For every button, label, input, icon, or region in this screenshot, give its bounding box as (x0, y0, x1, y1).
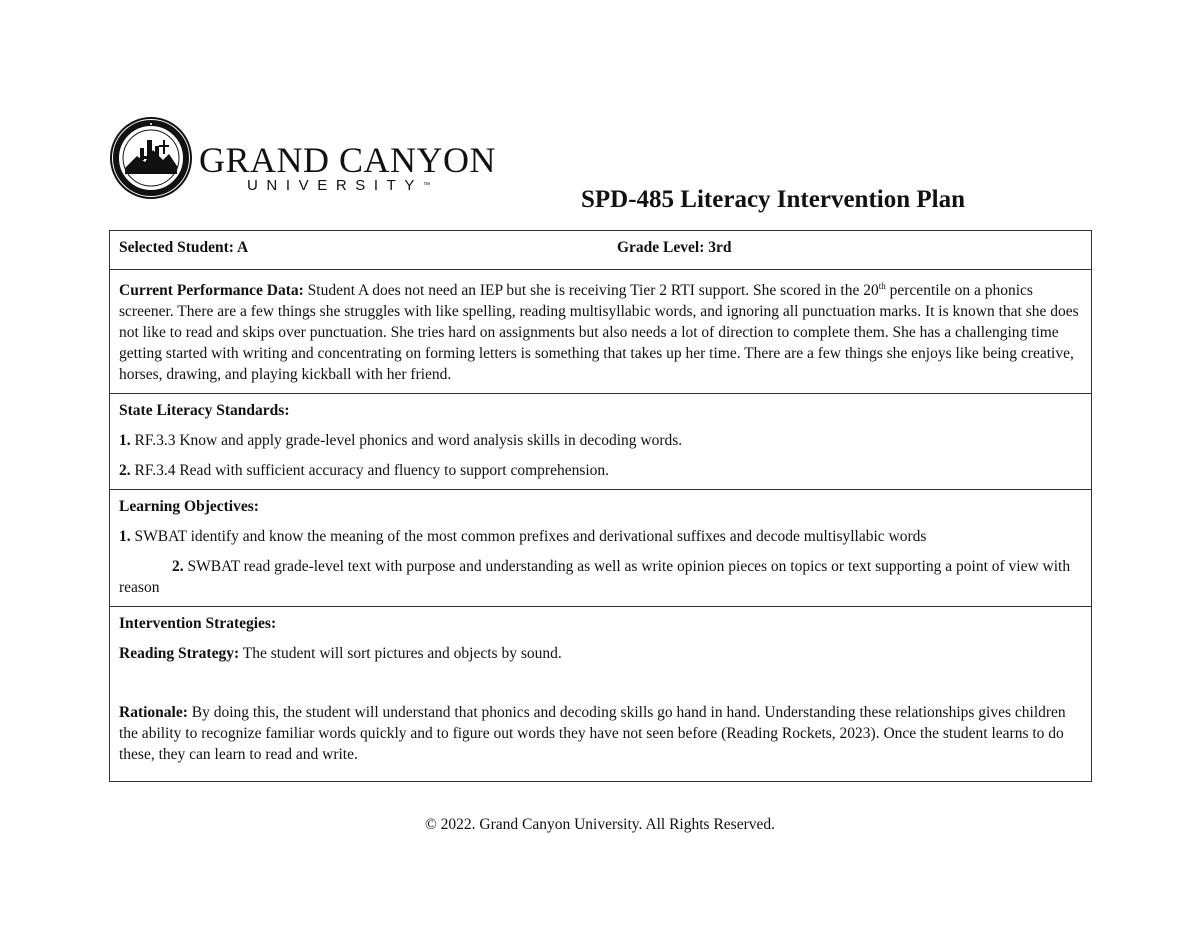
standard-number: 2. (119, 462, 131, 480)
page-title: SPD-485 Literacy Intervention Plan (581, 186, 965, 213)
grade-level-value: 3rd (708, 239, 732, 256)
performance-label: Current Performance Data: (119, 282, 304, 300)
objective-item (119, 556, 1082, 598)
grade-level-label: Grade Level: (617, 239, 705, 256)
reading-strategy (119, 643, 1082, 664)
standard-number: 1. (119, 432, 131, 450)
objectives-row (110, 490, 1092, 607)
strategies-label: Intervention Strategies: (119, 615, 277, 633)
strategies-cell (110, 607, 1092, 782)
objectives-label: Learning Objectives: (119, 498, 259, 516)
selected-student-value: A (236, 239, 249, 256)
objective-text: SWBAT identify and know the meaning of the most common prefixes and derivational suffixes and decode multisyllabic words (134, 528, 927, 546)
trademark-symbol: ™ (423, 182, 431, 189)
student-cell (110, 231, 1092, 270)
university-seal-icon (109, 116, 193, 200)
ordinal-suffix: th (878, 281, 886, 291)
reading-strategy-label: Reading Strategy: (119, 645, 240, 663)
standard-item (119, 460, 1082, 481)
objective-item (119, 526, 1082, 547)
student-row (110, 231, 1092, 270)
performance-cell (110, 270, 1092, 394)
logo-name-line2 (247, 178, 430, 194)
selected-student-label: Selected Student: (119, 239, 234, 256)
objectives-cell (110, 490, 1092, 607)
standard-item (119, 430, 1082, 451)
standards-label: State Literacy Standards: (119, 402, 290, 420)
reading-strategy-text: The student will sort pictures and objects by sound. (242, 645, 562, 663)
intervention-plan-table (109, 230, 1092, 782)
logo-university-text: UNIVERSITY (247, 177, 424, 194)
performance-text-start: Student A does not need an IEP but she is receiving Tier 2 RTI support. She scored in the 20 (307, 282, 879, 300)
standards-cell (110, 394, 1092, 490)
selected-student-field (119, 239, 248, 256)
performance-row (110, 270, 1092, 394)
standard-text: RF.3.4 Read with sufficient accuracy and fluency to support comprehension. (134, 462, 610, 480)
rationale (119, 702, 1082, 765)
standards-row (110, 394, 1092, 490)
performance-text-end: percentile on a phonics screener. There are a few things she struggles with like spelling, reading multisyllabic words, and ignoring all punctuation marks. It is known that she does not like to read and skips over punctuation. She tries hard on assignments but also needs a lot of direction to complete them. She has a challenging time getting started with writing and concentrating on forming letters is something that takes up her time. There are a few things she enjoys like being creative, horses, drawing, and playing kickball with her friend. (119, 282, 1079, 384)
objective-number: 1. (119, 528, 131, 546)
logo-name-line1: GRAND CANYON (199, 140, 497, 180)
standard-text: RF.3.3 Know and apply grade-level phonics and word analysis skills in decoding words. (134, 432, 683, 450)
copyright-footer: © 2022. Grand Canyon University. All Rights Reserved. (424, 816, 775, 833)
objective-text: SWBAT read grade-level text with purpose and understanding as well as write opinion pieces on topics or text supporting a point of view with reason (119, 558, 1071, 597)
strategies-row (110, 607, 1092, 782)
rationale-label: Rationale: (119, 704, 188, 722)
objective-number: 2. (172, 558, 184, 576)
performance-paragraph (119, 276, 1082, 385)
university-logo (109, 116, 497, 202)
rationale-text: By doing this, the student will understand that phonics and decoding skills go hand in hand. Understanding these relationships gives children the ability to recognize familiar words quickly and to figure out words they have not seen before (Reading Rockets, 2023). Once the student learns to do these, they can learn to read and write. (119, 704, 1066, 764)
grade-level-field (617, 237, 732, 258)
